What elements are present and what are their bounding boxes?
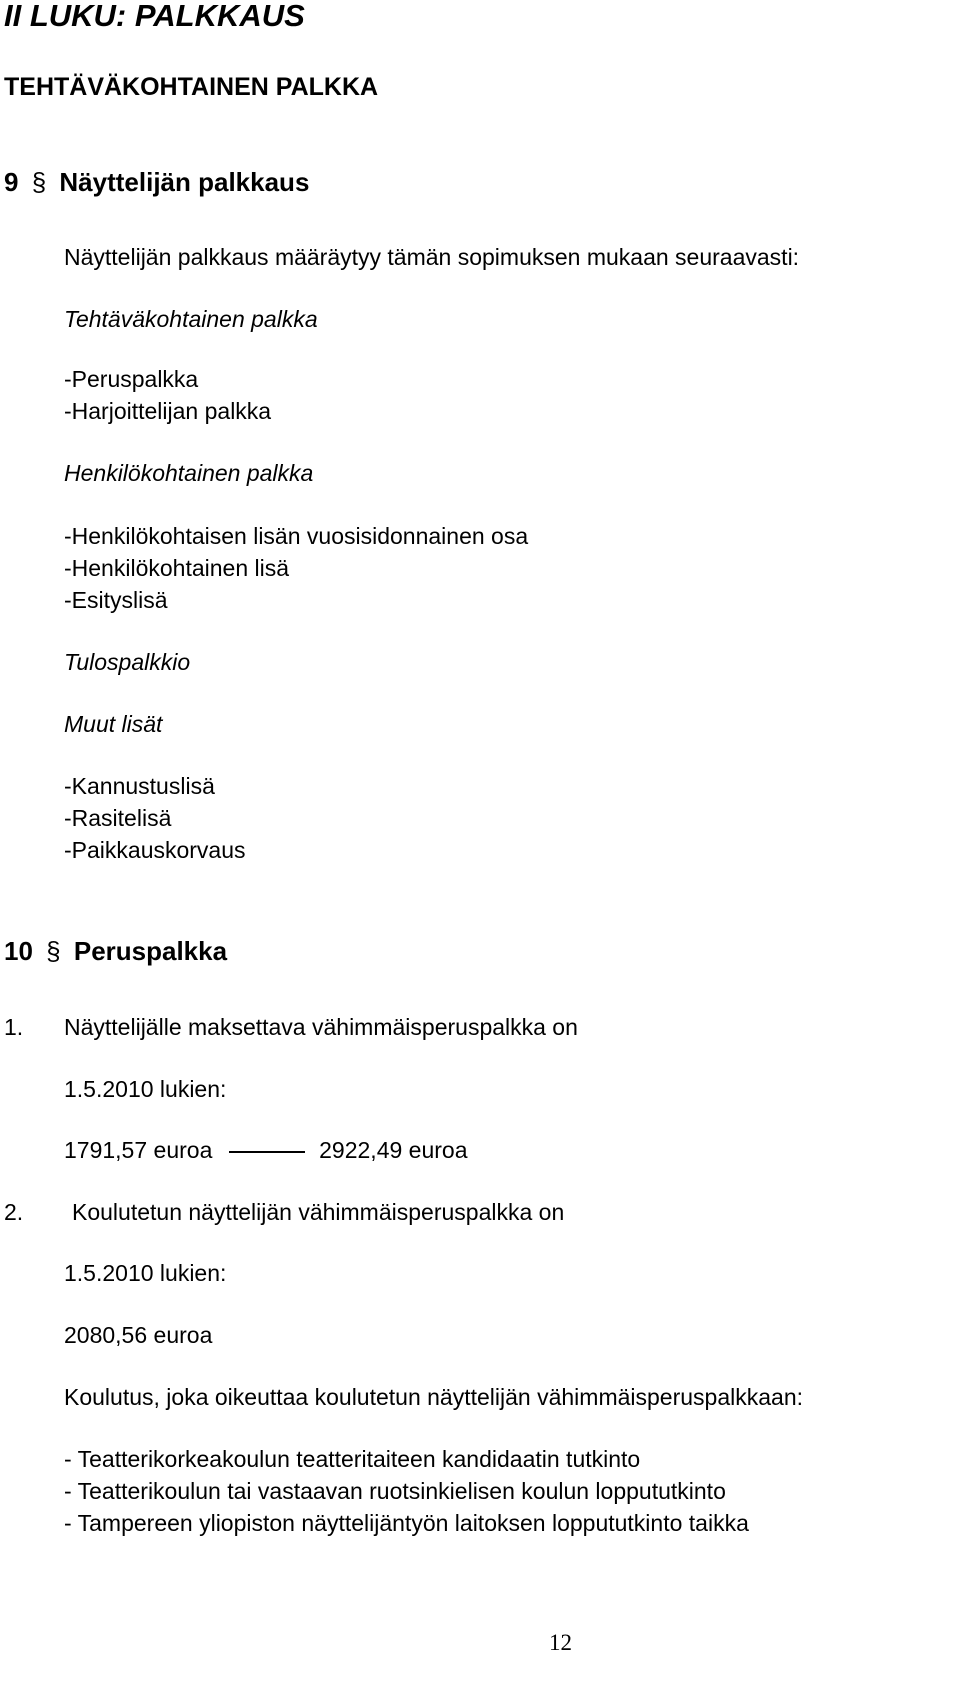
list-item: -Peruspalkka (64, 366, 199, 392)
point-2-amount: 2080,56 euroa (64, 1322, 213, 1348)
min-amount: 1791,57 euroa (64, 1137, 213, 1163)
point-2-text: Koulutetun näyttelijän vähimmäisperuspalkka on (72, 1199, 565, 1225)
subtitle: TEHTÄVÄKOHTAINEN PALKKA (4, 73, 379, 101)
page-number: 12 (549, 1630, 572, 1655)
list-item: - Teatterikoulun tai vastaavan ruotsinkielisen koulun loppututkinto (64, 1478, 726, 1504)
section-number: 9 (4, 167, 19, 197)
section-title: Peruspalkka (73, 936, 228, 966)
list-item: -Esityslisä (64, 587, 168, 613)
list-item: -Rasitelisä (64, 805, 172, 831)
section-sign-icon: § (31, 167, 47, 197)
point-1-range (64, 1137, 468, 1164)
range-dash (229, 1151, 305, 1153)
education-heading: Koulutus, joka oikeuttaa koulutetun näyttelijän vähimmäisperuspalkkaan: (64, 1384, 803, 1410)
list-item: - Tampereen yliopiston näyttelijäntyön laitoksen loppututkinto taikka (64, 1510, 749, 1536)
section-9-heading (4, 167, 309, 198)
section-10-heading (4, 936, 227, 967)
point-2-date: 1.5.2010 lukien: (64, 1260, 227, 1286)
list-item: - Teatterikorkeakoulun teatteritaiteen kandidaatin tutkinto (64, 1446, 641, 1472)
point-2-number: 2. (4, 1199, 24, 1225)
result-bonus-heading: Tulospalkkio (64, 649, 191, 675)
other-heading: Muut lisät (64, 711, 163, 737)
point-1-number: 1. (4, 1014, 24, 1040)
section-sign-icon: § (46, 936, 61, 966)
point-1-date: 1.5.2010 lukien: (64, 1076, 227, 1102)
task-pay-heading: Tehtäväkohtainen palkka (64, 306, 318, 332)
chapter-title: II LUKU: PALKKAUS (4, 0, 305, 33)
section-title: Näyttelijän palkkaus (59, 167, 310, 197)
list-item: -Henkilökohtaisen lisän vuosisidonnainen osa (64, 523, 529, 549)
personal-pay-heading: Henkilökohtainen palkka (64, 460, 314, 486)
section-number: 10 (4, 936, 33, 966)
point-1-text: Näyttelijälle maksettava vähimmäisperuspalkka on (64, 1014, 578, 1040)
intro-text: Näyttelijän palkkaus määräytyy tämän sopimuksen mukaan seuraavasti: (64, 244, 800, 270)
list-item: -Paikkauskorvaus (64, 837, 246, 863)
list-item: -Kannustuslisä (64, 773, 215, 799)
max-amount: 2922,49 euroa (319, 1137, 468, 1163)
list-item: -Henkilökohtainen lisä (64, 555, 290, 581)
list-item: -Harjoittelijan palkka (64, 398, 272, 424)
